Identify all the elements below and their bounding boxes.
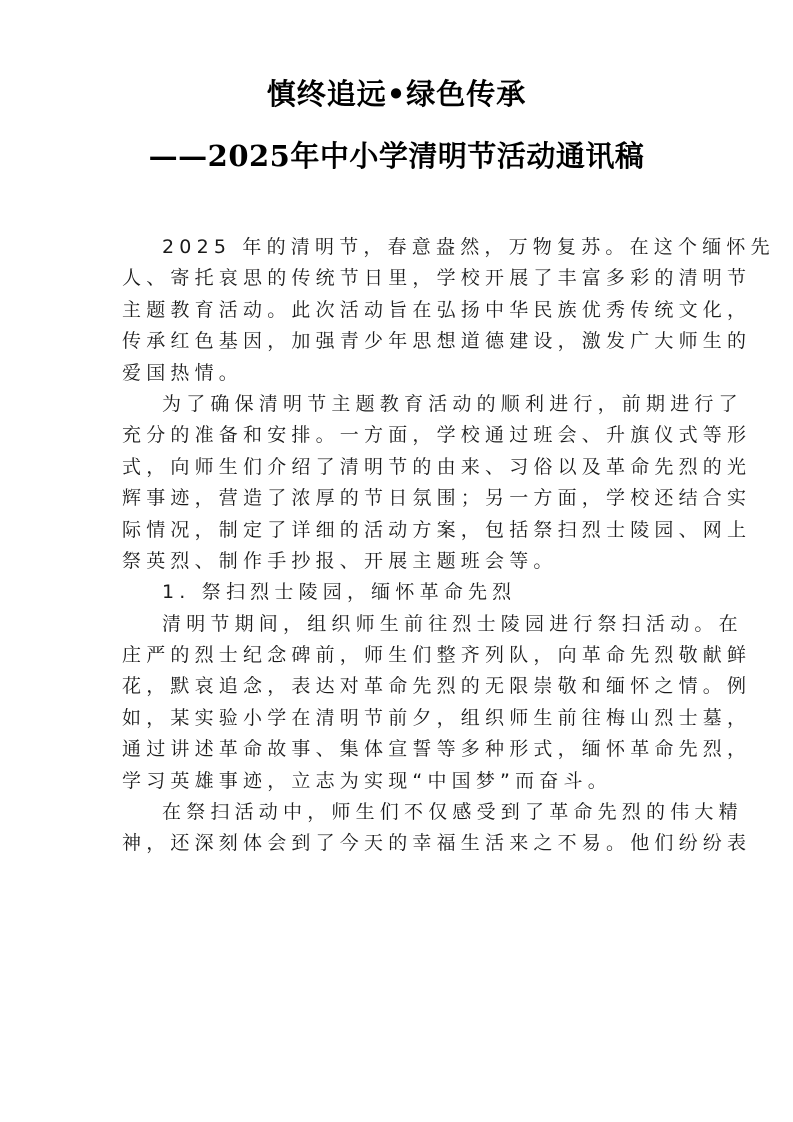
paragraph-line: 学习英雄事迹，立志为实现“中国梦”而奋斗。 xyxy=(122,769,612,792)
paragraph-line: 爱国热情。 xyxy=(122,361,244,384)
paragraph-line: 主题教育活动。此次活动旨在弘扬中华民族优秀传统文化， xyxy=(122,298,752,321)
paragraph-line: 为了确保清明节主题教育活动的顺利进行，前期进行了 xyxy=(162,392,743,415)
paragraph-line: 通过讲述革命故事、集体宣誓等多种形式，缅怀革命先烈， xyxy=(122,738,752,761)
document-body xyxy=(122,232,775,860)
document-title: 慎终追远•绿色传承 xyxy=(266,77,527,111)
paragraph-line: 祭英烈、制作手抄报、开展主题班会等。 xyxy=(122,549,558,572)
paragraph-line: 充分的准备和安排。一方面，学校通过班会、升旗仪式等形 xyxy=(122,424,752,447)
paragraph-line: 如，某实验小学在清明节前夕，组织师生前往梅山烈士墓， xyxy=(122,706,752,729)
paragraph-line: 辉事迹，营造了浓厚的节日氛围；另一方面，学校还结合实 xyxy=(122,487,752,510)
paragraph-line: 花，默哀追念，表达对革命先烈的无限崇敬和缅怀之情。例 xyxy=(122,675,752,698)
document-subtitle: ——2025年中小学清明节活动通讯稿 xyxy=(148,139,645,173)
paragraph-line: 式，向师生们介绍了清明节的由来、习俗以及革命先烈的光 xyxy=(122,455,752,478)
paragraph-line: 传承红色基因，加强青少年思想道德建设，激发广大师生的 xyxy=(122,330,752,353)
paragraph-line: 际情况，制定了详细的活动方案，包括祭扫烈士陵园、网上 xyxy=(122,518,752,541)
paragraph-line: 清明节期间，组织师生前往烈士陵园进行祭扫活动。在 xyxy=(162,612,743,635)
paragraph-line: 人、寄托哀思的传统节日里，学校开展了丰富多彩的清明节 xyxy=(122,267,752,290)
paragraph-line: 神，还深刻体会到了今天的幸福生活来之不易。他们纷纷表 xyxy=(122,832,752,855)
section-heading: 1. 祭扫烈士陵园，缅怀革命先烈 xyxy=(162,581,517,604)
paragraph-line: 2025 年的清明节，春意盎然，万物复苏。在这个缅怀先 xyxy=(162,236,775,258)
paragraph-line: 在祭扫活动中，师生们不仅感受到了革命先烈的伟大精 xyxy=(162,801,743,824)
paragraph-line: 庄严的烈士纪念碑前，师生们整齐列队，向革命先烈敬献鲜 xyxy=(122,644,752,667)
